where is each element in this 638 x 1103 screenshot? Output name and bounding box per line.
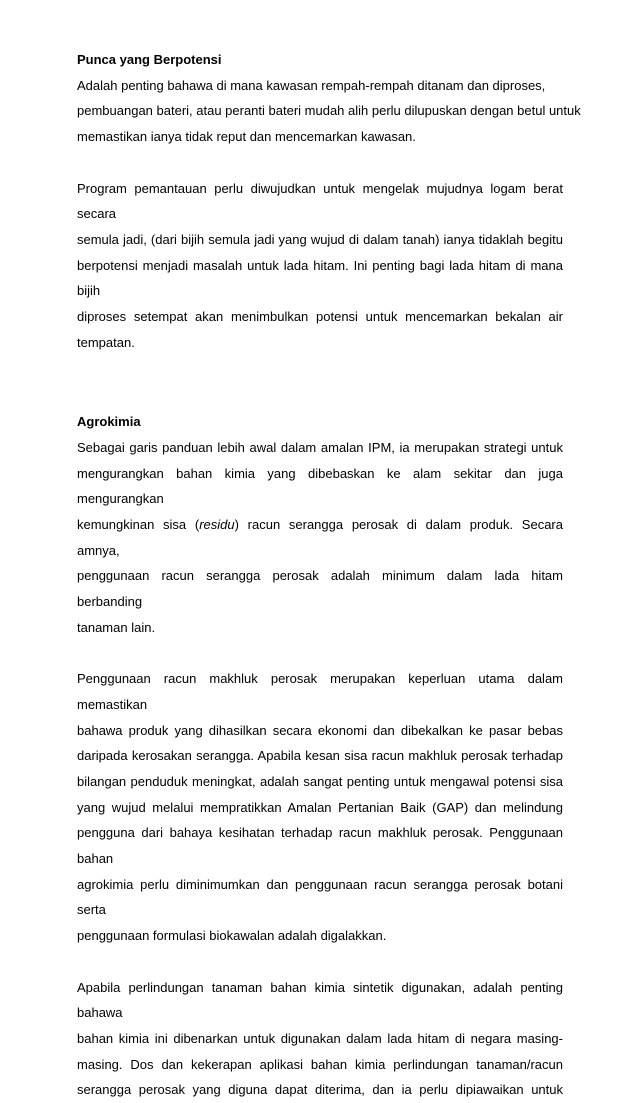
text-line: penggunaan formulasi biokawalan adalah digalakkan. bbox=[77, 928, 387, 944]
text-line: daripada kerosakan serangga. Apabila kesan sisa racun makhluk perosak terhadap bbox=[77, 748, 563, 764]
text-line: Sebagai garis panduan lebih awal dalam amalan IPM, ia merupakan strategi untuk bbox=[77, 439, 563, 455]
text-line: bilangan penduduk meningkat, adalah sangat penting untuk mengawal potensi sisa bbox=[77, 773, 563, 789]
text-line: yang wujud melalui mempratikkan Amalan Pertanian Baik (GAP) dan melindung bbox=[77, 799, 563, 815]
paragraph-spacer bbox=[77, 150, 563, 176]
text-line: berpotensi menjadi masalah untuk lada hitam. Ini penting bagi lada hitam di mana bijih bbox=[77, 257, 563, 299]
text-line: Program pemantauan perlu diwujudkan untuk mengelak mujudnya logam berat secara bbox=[77, 180, 563, 222]
text-fragment: ) racun serangga perosak di dalam produk. Secara amnya, bbox=[77, 516, 563, 558]
section-spacer bbox=[77, 355, 563, 383]
section-spacer bbox=[77, 383, 563, 409]
paragraph-agrokimia-3 bbox=[77, 975, 563, 1103]
document-body bbox=[77, 47, 581, 1103]
text-line: agrokimia perlu diminimumkan dan penggunaan racun serangga perosak botani serta bbox=[77, 876, 563, 918]
text-line: tanaman lain. bbox=[77, 619, 156, 635]
text-line: Adalah penting bahawa di mana kawasan rempah-rempah ditanam dan diproses, bbox=[77, 77, 546, 93]
paragraph-punca-2 bbox=[77, 176, 563, 356]
text-line: memastikan ianya tidak reput dan mencemarkan kawasan. bbox=[77, 129, 416, 145]
text-line: pengguna dari bahaya kesihatan terhadap racun makhluk perosak. Penggunaan bahan bbox=[77, 825, 563, 867]
text-line: bahawa produk yang dihasilkan secara ekonomi dan dibekalkan ke pasar bebas bbox=[77, 722, 563, 738]
paragraph-agrokimia-2 bbox=[77, 666, 563, 949]
paragraph-spacer bbox=[77, 640, 563, 666]
text-line: pembuangan bateri, atau peranti bateri mudah alih perlu dilupuskan dengan betul untuk bbox=[77, 103, 581, 119]
text-line: mengurangkan bahan kimia yang dibebaskan ke alam sekitar dan juga mengurangkan bbox=[77, 465, 563, 507]
text-line: Apabila perlindungan tanaman bahan kimia sintetik digunakan, adalah penting bahawa bbox=[77, 979, 563, 1021]
emphasis-residu: residu bbox=[199, 516, 235, 532]
text-line: tempatan. bbox=[77, 334, 135, 350]
text-fragment: kemungkinan sisa ( bbox=[77, 516, 200, 532]
text-line: semula jadi, (dari bijih semula jadi yang wujud di dalam tanah) ianya tidaklah begitu bbox=[77, 231, 563, 247]
text-line: bahan kimia ini dibenarkan untuk digunakan dalam lada hitam di negara masing- bbox=[77, 1030, 563, 1046]
section-heading-agrokimia: Agrokimia bbox=[77, 414, 141, 430]
text-line: serangga perosak yang diguna dapat diterima, dan ia perlu dipiawaikan untuk bbox=[77, 1082, 563, 1098]
paragraph-spacer bbox=[77, 949, 563, 975]
text-line: diproses setempat akan menimbulkan potensi untuk mencemarkan bekalan air bbox=[77, 309, 563, 325]
text-line: penggunaan racun serangga perosak adalah minimum dalam lada hitam berbanding bbox=[77, 568, 563, 610]
text-line: Penggunaan racun makhluk perosak merupakan keperluan utama dalam memastikan bbox=[77, 671, 563, 712]
paragraph-agrokimia-1 bbox=[77, 435, 563, 641]
text-line: masing. Dos dan kekerapan aplikasi bahan kimia perlindungan tanaman/racun bbox=[77, 1056, 563, 1072]
paragraph-punca-1 bbox=[77, 73, 581, 150]
section-heading-punca: Punca yang Berpotensi bbox=[77, 52, 222, 67]
text-line-with-emphasis bbox=[77, 512, 563, 563]
